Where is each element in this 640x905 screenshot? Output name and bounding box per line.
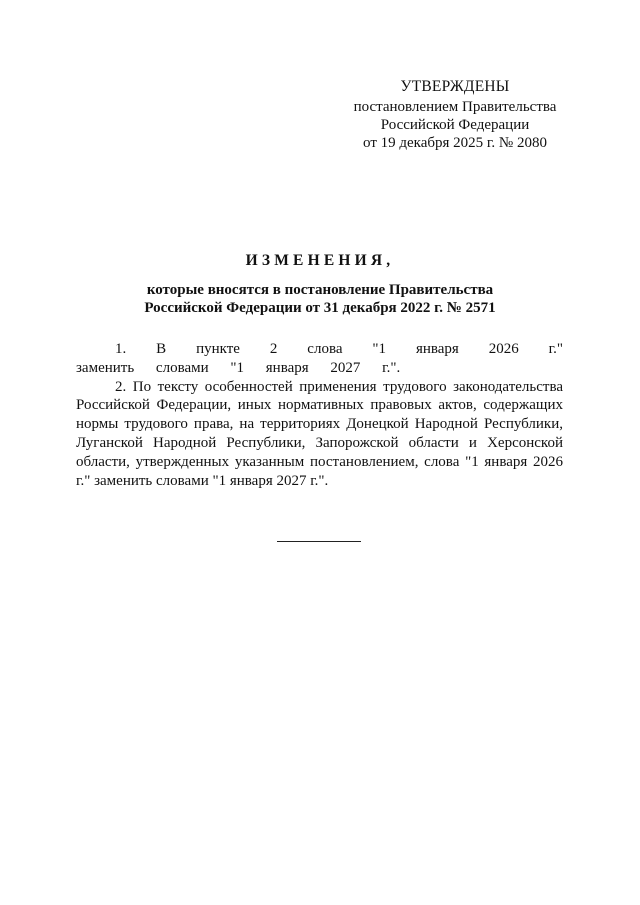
subtitle-line-1: которые вносятся в постановление Правительства (146, 282, 494, 298)
document-title: ИЗМЕНЕНИЯ, (245, 252, 395, 269)
approval-line-2: Российской Федерации (380, 117, 530, 133)
paragraph-2: 2. По тексту особенностей применения трудового законодательства Российской Федерации, иных нормативных правовых актов, содержащих нормы трудового права, на территориях Донецкой Народной Республики, Луганской Народной Республики, Запорожской области и Херсонской области, утвержденных указанным постановлением, слова "1 января 2026 г." заменить словами "1 января 2027 г.". (76, 378, 563, 489)
subtitle-line-2: Российской Федерации от 31 декабря 2022 г. № 2571 (144, 300, 496, 316)
approval-line-3: от 19 декабря 2025 г. № 2080 (363, 135, 547, 151)
document-title-block (0, 252, 640, 317)
approval-line-1: постановлением Правительства (353, 99, 557, 115)
approved-label: УТВЕРЖДЕНЫ (400, 78, 510, 95)
approval-stamp (330, 78, 580, 152)
end-divider (277, 541, 361, 542)
document-subtitle (0, 281, 640, 317)
paragraph-1: 1. В пункте 2 слова "1 января 2026 г." заменить словами "1 января 2027 г.". (76, 341, 563, 376)
document-body (76, 340, 563, 490)
